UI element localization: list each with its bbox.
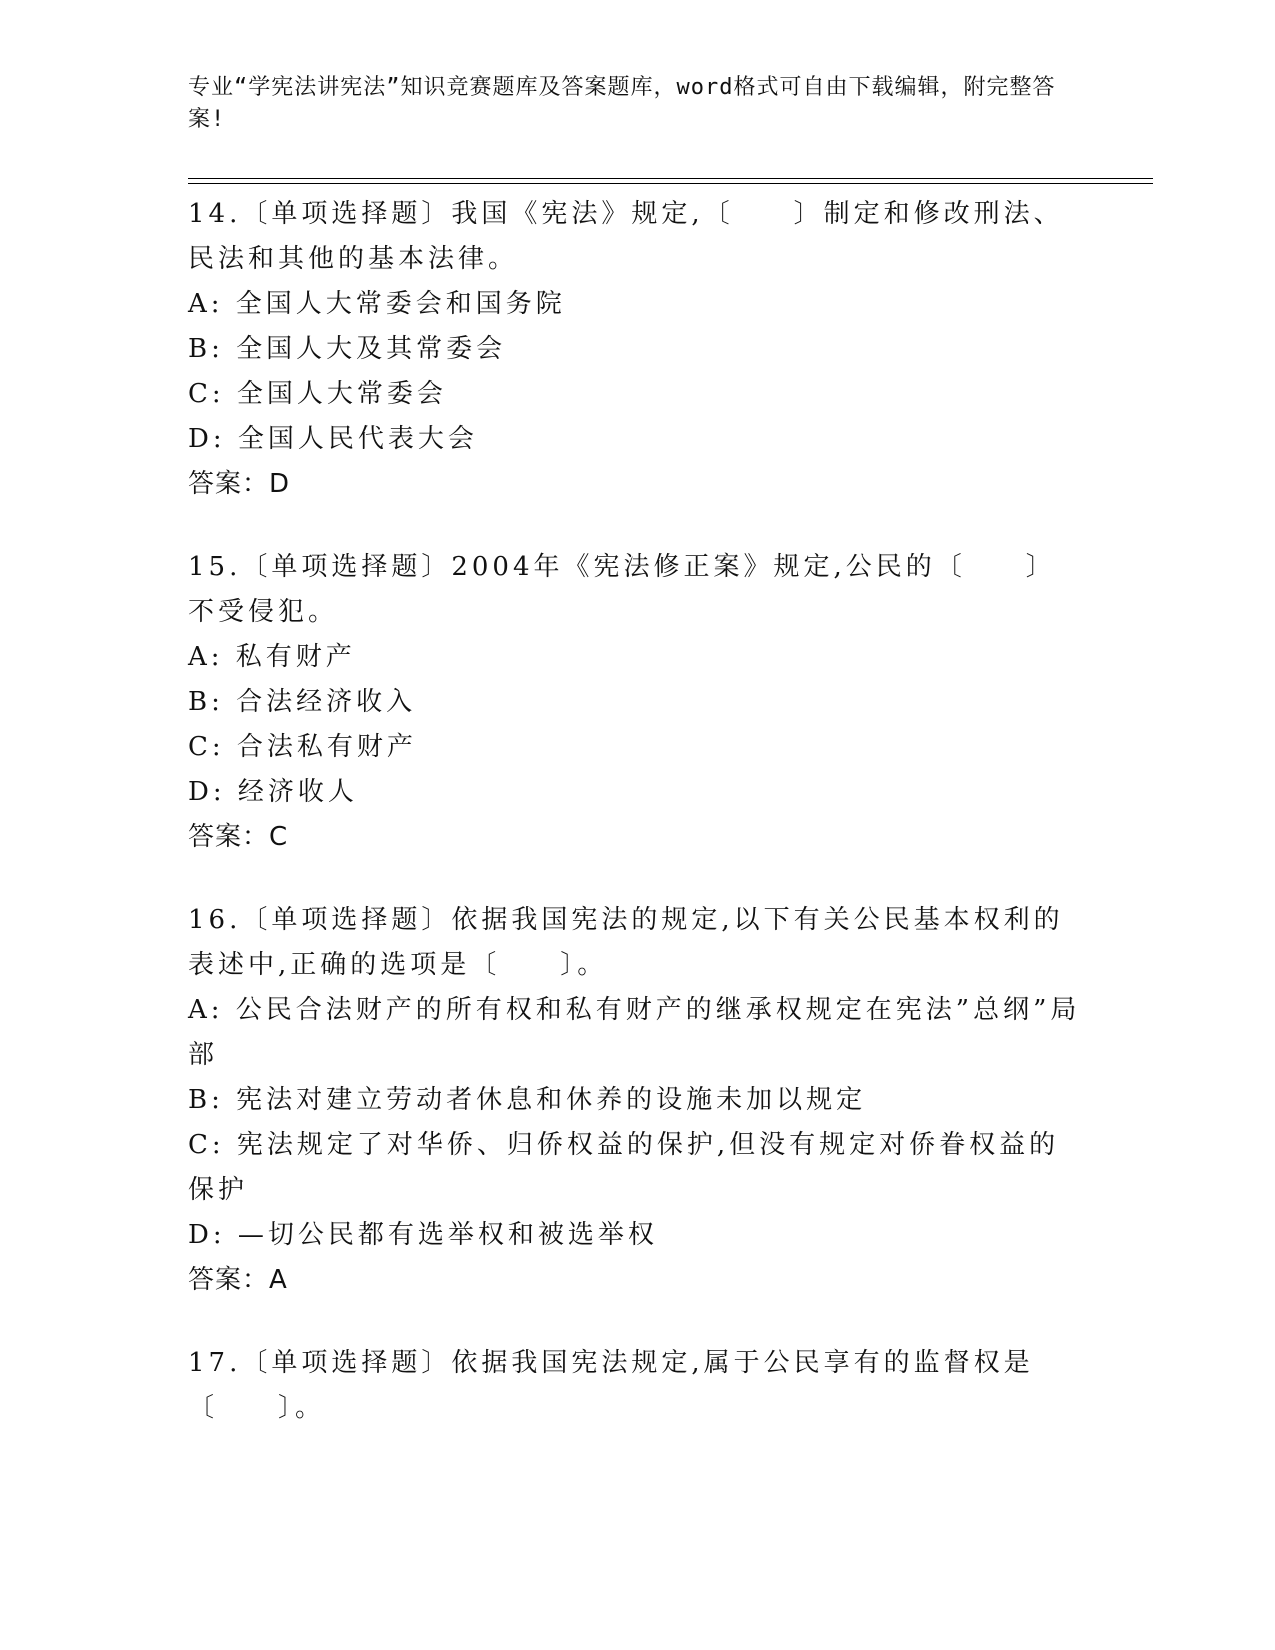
option-c: C: 全国人大常委会 <box>188 379 447 409</box>
question-stem: 17.〔单项选择题〕依据我国宪法规定,属于公民享有的监督权是〔 〕。 <box>188 1348 1034 1423</box>
option-c: C: 合法私有财产 <box>188 732 417 762</box>
option-b: B: 宪法对建立劳动者休息和休养的设施未加以规定 <box>188 1085 867 1115</box>
answer-line: 答案：C <box>188 822 289 852</box>
header-rule-bottom <box>188 183 1153 184</box>
document-header: 专业“学宪法讲宪法”知识竞赛题库及答案题库，word格式可自由下载编辑，附完整答案! <box>188 75 1056 132</box>
option-a: A: 全国人大常委会和国务院 <box>188 289 566 319</box>
question-stem: 15.〔单项选择题〕2004年《宪法修正案》规定,公民的〔 〕不受侵犯。 <box>188 552 1056 627</box>
question-14 <box>188 192 1088 507</box>
answer-line: 答案：D <box>188 469 291 499</box>
option-b: B: 合法经济收入 <box>188 687 417 717</box>
question-15 <box>188 545 1088 860</box>
option-b: B: 全国人大及其常委会 <box>188 334 507 364</box>
option-d: D: 经济收人 <box>188 777 358 807</box>
option-c: C: 宪法规定了对华侨、归侨权益的保护,但没有规定对侨眷权益的保护 <box>188 1130 1060 1205</box>
option-d: D: —切公民都有选举权和被选举权 <box>188 1220 658 1250</box>
question-17 <box>188 1341 1088 1431</box>
option-d: D: 全国人民代表大会 <box>188 424 478 454</box>
question-stem: 14.〔单项选择题〕我国《宪法》规定,〔 〕制定和修改刑法、民法和其他的基本法律。 <box>188 199 1064 274</box>
option-a: A: 私有财产 <box>188 642 356 672</box>
option-a: A: 公民合法财产的所有权和私有财产的继承权规定在宪法”总纲”局部 <box>188 995 1081 1070</box>
question-16 <box>188 898 1088 1303</box>
answer-line: 答案：A <box>188 1265 288 1295</box>
question-list <box>188 192 1088 1469</box>
header-rule-top <box>188 178 1153 179</box>
question-stem: 16.〔单项选择题〕依据我国宪法的规定,以下有关公民基本权利的表述中,正确的选项是〔 〕。 <box>188 905 1064 980</box>
